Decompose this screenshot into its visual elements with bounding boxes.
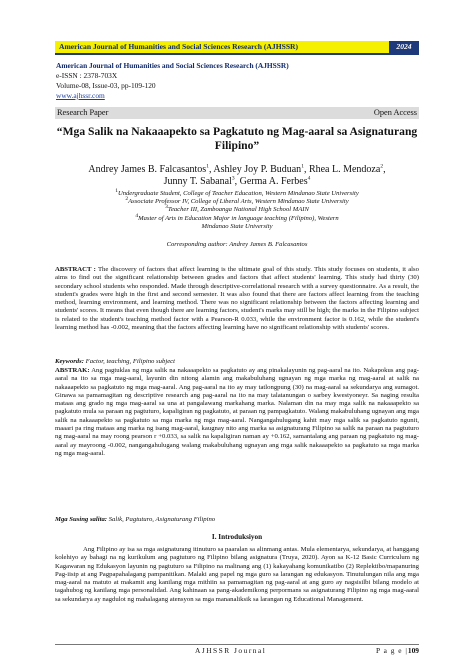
author-sup: 3 bbox=[231, 175, 235, 182]
author-name: Andrey James B. Falcasantos bbox=[88, 164, 207, 175]
affiliation-line bbox=[55, 206, 419, 214]
abstrak-text: Ang pagtuklas ng mga salik na nakaaapekto sa pagkatuto ay ang pinakalayunin ng pag-aaral na ito. Nakapokus ang pag-aaral na ito sa mga mag-aaral, layunin din nitong alamin ang makabuluhang ugnayan ng mga marka ng mag-aaral at salik na nakaaapekto sa pagkatuto ng mga mag-aaral. Ang pag-aaral na ito ay may tatlongpung (30) na mag-aaral sa sekundarya ang sumagot. Ginawa sa pamamagitan ng descriptive research ang pag-aaral na ito na may talatanungan o sarbey kwestyoneyr. Sa naging resulta mataas ang grado ng mga mag-aaral sa una at pangalawang markahang marka. Nalaman din na may mga salik na nakaaapekto sa pagkatuto mula sa paraan ng pagtuturo, kapaligiran ng pagkatuto, at paraan ng pampagkatuto. Walang makabuluhang ugnayan ang mga salik na nakaaapekto sa pagkatuto sa mga marka ng mga mag-aaral. Nangangahulugang kahit may mga salik sa pagkatuto ngunit, maaari pa ring mataas ang marka ng isang mag-aaral, kaugnay nito ang marka sa asignaturang Filipino sa salik na paraan na pagtuturo ng mag-aaral na may roong pearson r +0.033, sa salik na kapaligiran naman ay +0.162, samantalang ang paraan ng pagkatuto ng mag-aaral ay mayroong -0.002, nangangahulugang walang makabuluhang ugnayan ang mga salik nakaaapekto sa pagkatuto sa mga marka ng mga mag-aaral. bbox=[55, 367, 419, 457]
affil-num: 3 bbox=[165, 204, 168, 211]
author-name: Rhea L. Mendoza bbox=[308, 164, 381, 175]
abstract-text: The discovery of factors that affect learning is the ultimate goal of this study. This study focuses on students, it also aims to find out the significant relationship between grades and factors that affect students' learning. This study had thirty (30) secondary school students who responded. Made through descriptive-correlational research with a survey questionnaire. As a result, the student's grades were high in the first and second semester. It was also found that there are factors affect learning from the teaching method, learning environment, and learning method. There was no significant relationship between the factors affecting learning and students' scores. It means that even though there are learning factors, student's marks may still be high; the marks in the Filipino subject is related to the student's teaching method factor with a Pearson-R 0.033, while the environment factor is 0.162, while the student's learning method has -0.002, meaning that the factors affecting learning have no significant relationship with students' scores. bbox=[55, 266, 419, 332]
affiliation-line bbox=[55, 223, 419, 231]
introduction-text: Ang Filipino ay isa sa mga asignaturang itinuturo sa paaralan sa alinmang antas. Mula elementarya, sekundarya, at hanggang kolehiyo ay bahagi na ng kurikulum ang pagtuturo ng Filipino bilang asignatura (Truya, 2020). Ayon sa K-12 Basic Curriculum ng Kagawaran ng Edukasyon layunin ng pagtuturo sa Filipino na malinang ang (1) kakayahang komunikatibo (2) Replektibo/mapanuring Pag-iisip at ang Pagpapahalagang pampanitikan. Malaki ang papel ng mga guro sa larangan ng edukasyon. Tinutulungan nila ang mga mag-aaral na matuto at makamit ang kanilang mga mithiin sa pamamagitan ng pag-aaral at ang guro ay nagsisilbi bilang modelo at tagahubog ng kanilang mga personalidad. Ang kahinaan sa pang-akademikong perpormans sa asignaturang Filipino ng mga mag-aaral sa sekundarya ay nagdulot ng mahalagang atensyon sa mga mananaliksik sa larangan ng Educational Management. bbox=[55, 546, 419, 603]
author-sep: , bbox=[234, 176, 240, 187]
affil-text: Associate Professor IV, College of Liberal Arts, Western Mindanao State University bbox=[128, 198, 349, 206]
author-sup: 4 bbox=[307, 175, 311, 182]
website-link[interactable]: www.ajhssr.com bbox=[56, 91, 105, 100]
journal-name: American Journal of Humanities and Social Sciences Research (AJHSSR) bbox=[56, 61, 289, 70]
affil-text: Teacher III, Zamboanga National High School MAIN bbox=[167, 206, 309, 214]
author-sep: , bbox=[208, 164, 214, 175]
keywords-text: Factor, teaching, Filipino subject bbox=[83, 358, 175, 365]
susing-salita bbox=[55, 516, 419, 524]
footer-journal: AJHSSR Journal bbox=[195, 646, 267, 655]
author-sup: 1 bbox=[301, 163, 304, 170]
affil-text: Undergraduate Student, College of Teacher Education, Western Mindanao State University bbox=[117, 190, 359, 197]
corresponding-author: Corresponding author: Andrey James B. Falcasantos bbox=[166, 241, 308, 248]
affiliation-line bbox=[55, 212, 419, 223]
affiliations bbox=[55, 187, 419, 231]
affiliation-line bbox=[55, 187, 419, 198]
abstrak bbox=[55, 367, 419, 458]
issn: e-ISSN : 2378-703X bbox=[56, 71, 118, 80]
access-label: Open Access bbox=[373, 108, 417, 117]
page-label: P a g e | bbox=[375, 646, 408, 655]
paper-type: Research Paper bbox=[57, 108, 109, 117]
author-sep: , bbox=[303, 164, 309, 175]
susing-salita-text: Salik, Pagtuturo, Asignaturang Filipino bbox=[107, 516, 216, 523]
page-number bbox=[376, 646, 419, 655]
author-list bbox=[55, 164, 419, 188]
paper-type-bar bbox=[55, 107, 419, 119]
author-sep: , bbox=[383, 164, 386, 175]
author-sup: 2 bbox=[380, 163, 384, 170]
affil-num: 4 bbox=[135, 212, 139, 219]
author-name: Junny T. Sabanal bbox=[163, 176, 232, 187]
keywords bbox=[55, 358, 419, 366]
journal-header-bar bbox=[55, 41, 419, 55]
affil-num: 1 bbox=[115, 187, 118, 194]
journal-bar-title: American Journal of Humanities and Social Sciences Research (AJHSSR) bbox=[59, 42, 299, 51]
keywords-label: Keywords: bbox=[55, 358, 84, 365]
page-num: 109 bbox=[407, 646, 419, 655]
susing-salita-label: Mga Susing salita: bbox=[55, 516, 108, 523]
footer-rule bbox=[55, 644, 419, 645]
author-name: Ashley Joy P. Buduan bbox=[213, 164, 302, 175]
section-heading: I. Introduksiyon bbox=[211, 533, 263, 541]
abstract bbox=[55, 266, 419, 332]
author-sup: 1 bbox=[206, 163, 209, 170]
abstrak-label: ABSTRAK: bbox=[55, 367, 90, 374]
volume-info: Volume-08, Issue-03, pp-109-120 bbox=[56, 81, 156, 90]
author-name: Germa A. Ferbes bbox=[239, 176, 308, 187]
abstract-label: ABSTRACT : bbox=[55, 266, 96, 273]
affil-num: 2 bbox=[125, 196, 129, 203]
affil-text: Master of Arts in Education Major in language teaching (Filipino), Western bbox=[138, 214, 339, 222]
year-badge: 2024 bbox=[389, 41, 419, 53]
paper-title: “Mga Salik na Nakaaapekto sa Pagkatuto ng Mag-aaral sa Asignaturang Filipino” bbox=[56, 125, 418, 152]
affil-text: Mindanao State University bbox=[201, 222, 273, 230]
